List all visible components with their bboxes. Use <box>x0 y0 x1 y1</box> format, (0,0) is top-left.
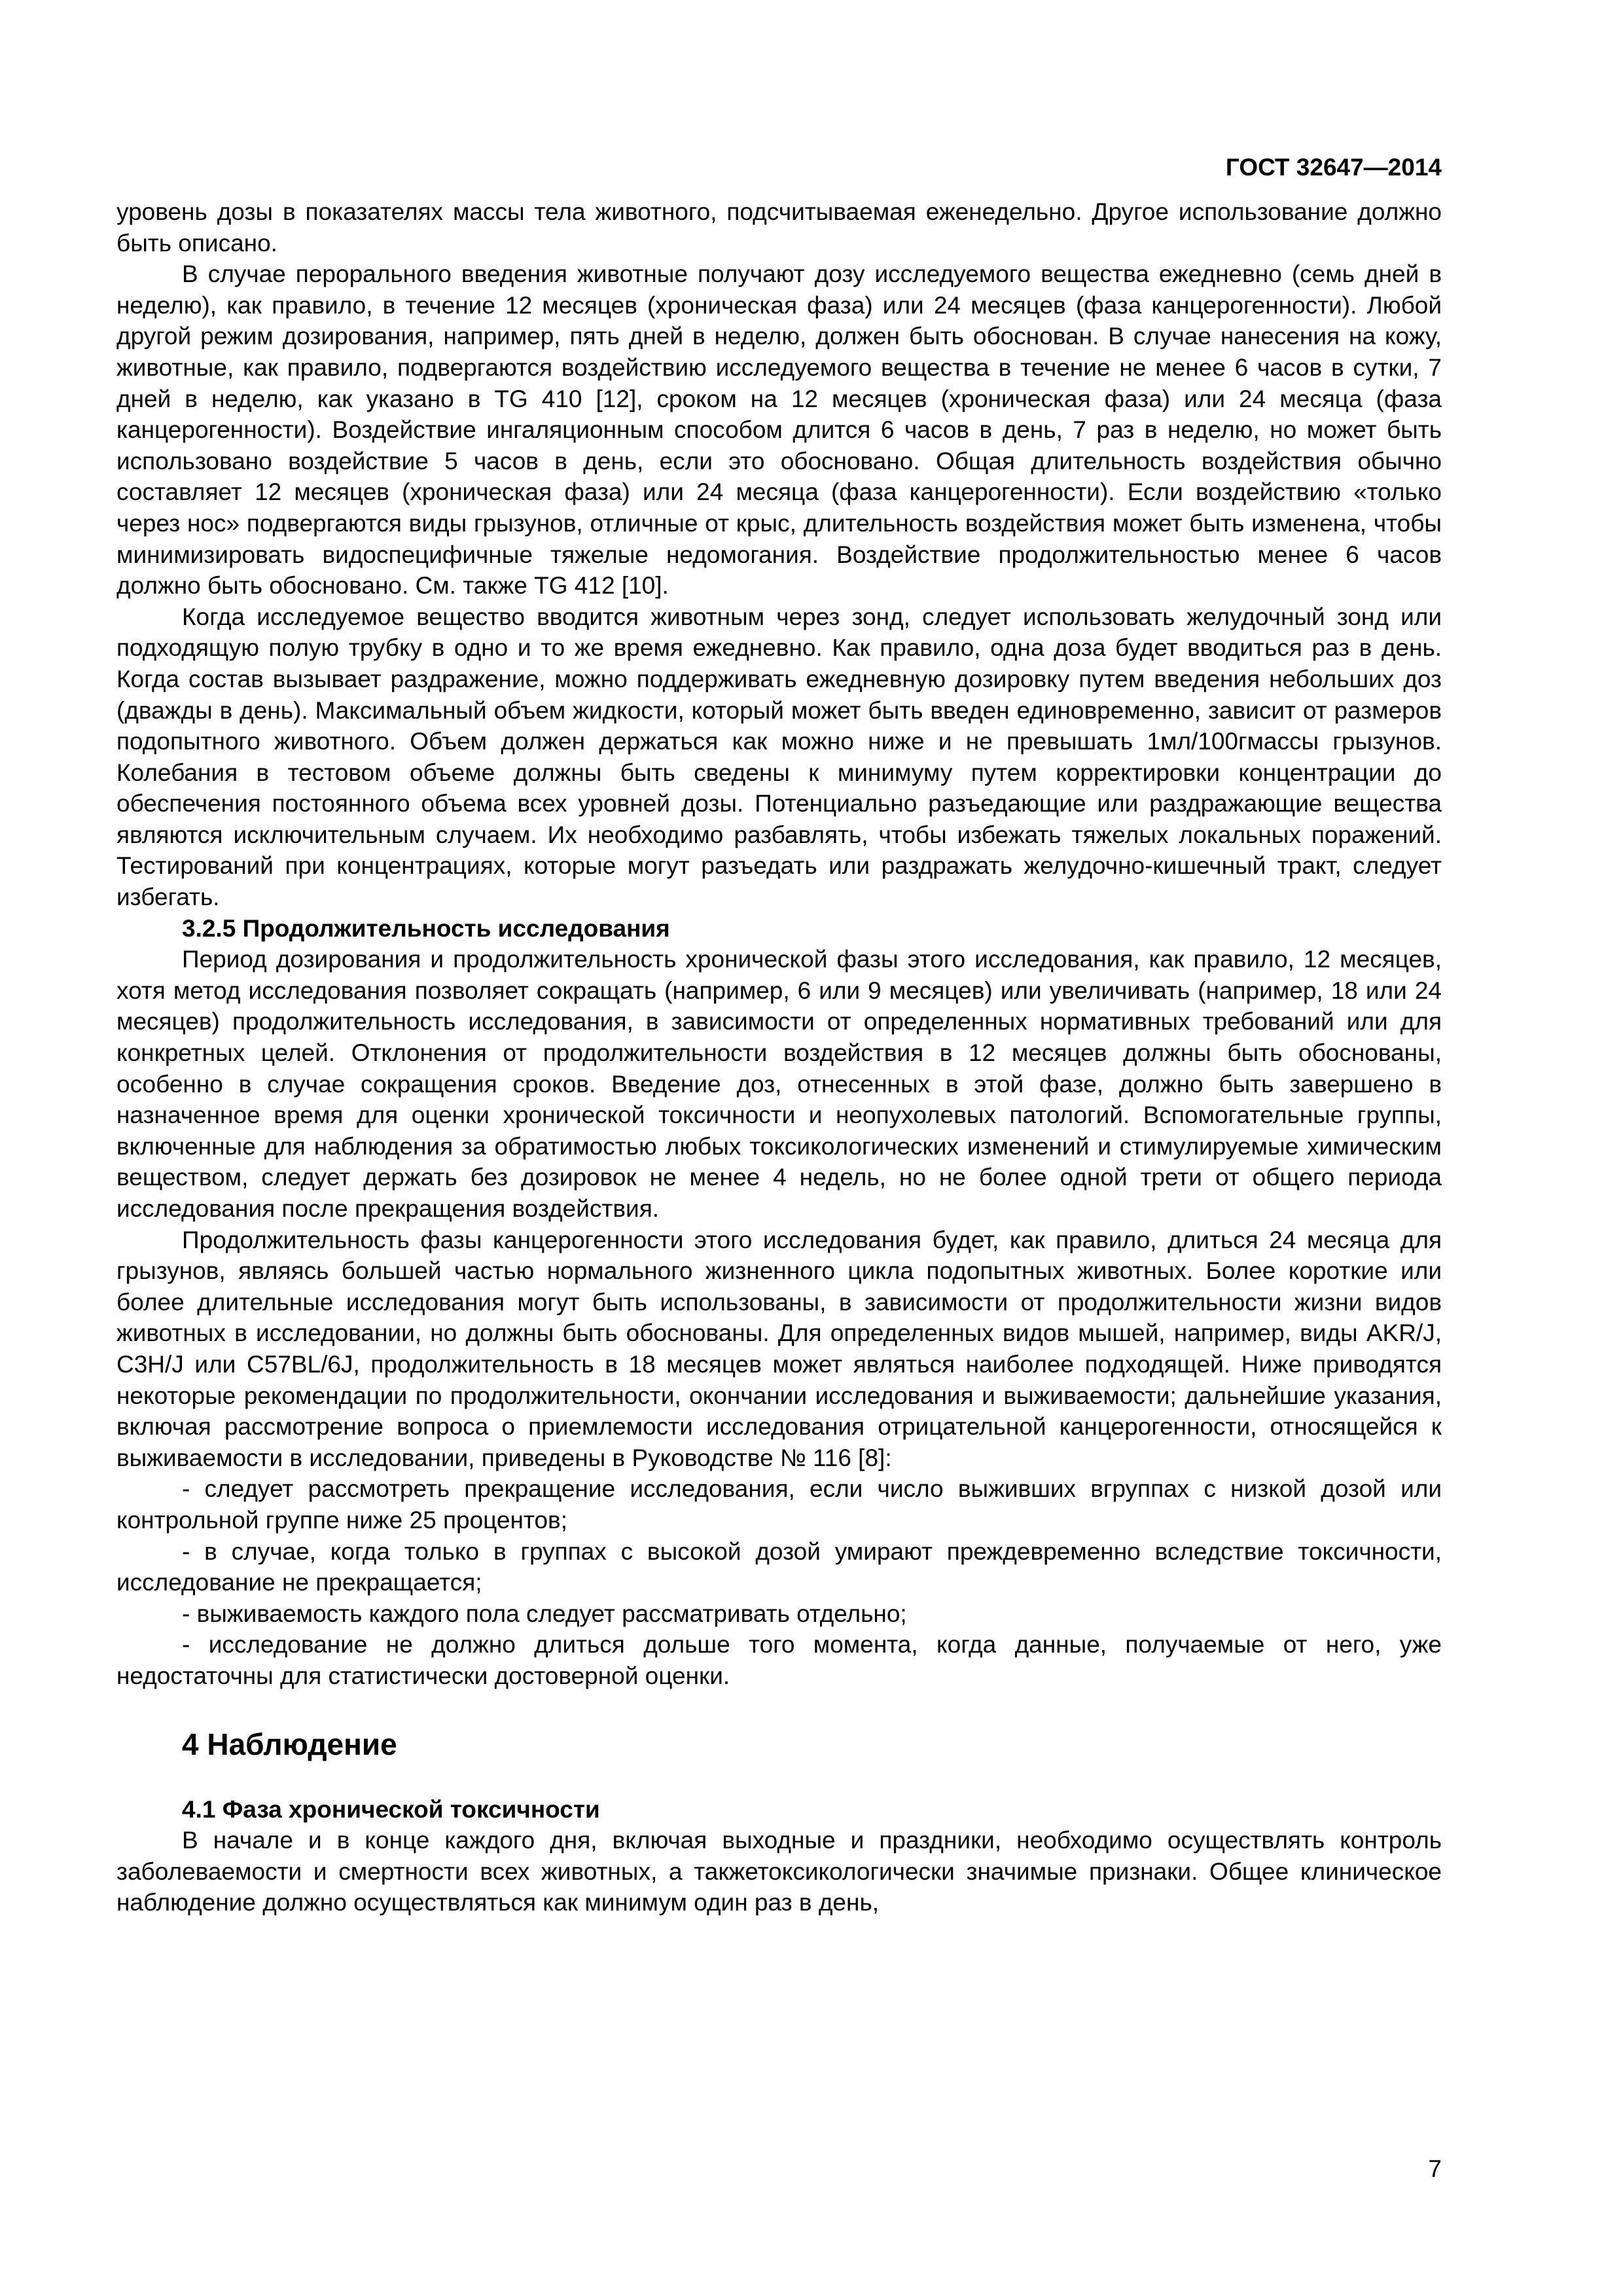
paragraph-gavage: Когда исследуемое вещество вводится животным через зонд, следует использовать желудочный зонд или подходящую полую трубку в одно и то же время ежедневно. Как правило, одна доза будет вводиться раз в день. Когда состав вызывает раздражение, можно поддерживать ежедневную дозировку путем введения небольших доз (дважды в день). Максимальный объем жидкости, который может быть введен единовременно, зависит от размеров подопытного животного. Объем должен держаться как можно ниже и не превышать 1мл/100гмассы грызунов. Колебания в тестовом объеме должны быть сведены к минимуму путем корректировки концентрации до обеспечения постоянного объема всех уровней дозы. Потенциально разъедающие или раздражающие вещества являются исключительным случаем. Их необходимо разбавлять, чтобы избежать тяжелых локальных поражений. Тестирований при концентрациях, которые могут разъедать или раздражать желудочно-кишечный тракт, следует избегать. <box>116 603 1442 911</box>
subsection-heading-4-1: 4.1 Фаза хронической токсичности <box>182 1795 600 1823</box>
document-body <box>116 196 1442 1918</box>
paragraph-dosing-period: Период дозирования и продолжительность хронической фазы этого исследования, как правило, 12 месяцев, хотя метод исследования позволяет сокращать (например, 6 или 9 месяцев) или увеличивать (например, 18 или 24 месяцев) продолжительность исследования, в зависимости от определенных нормативных требований или для конкретных целей. Отклонения от продолжительности воздействия в 12 месяцев должны быть обоснованы, особенно в случае сокращения сроков. Введение доз, отнесенных в этой фазе, должно быть завершено в назначенное время для оценки хронической токсичности и неопухолевых патологий. Вспомогательные группы, включенные для наблюдения за обратимостью любых токсикологических изменений и стимулируемые химическим веществом, следует держать без дозировок не менее 4 недель, но не более одной трети от общего периода исследования после прекращения воздействия. <box>116 946 1442 1222</box>
section-heading-4: 4 Наблюдение <box>182 1727 397 1761</box>
list-item: - следует рассмотреть прекращение исследования, если число выживших вгруппах с низкой дозой или контрольной группе ниже 25 процентов; <box>116 1475 1442 1534</box>
page-number: 7 <box>1428 2155 1442 2182</box>
paragraph-oral-administration: В случае перорального введения животные получают дозу исследуемого вещества ежедневно (семь дней в неделю), как правило, в течение 12 месяцев (хроническая фаза) или 24 месяцев (фаза канцерогенности). Любой другой режим дозирования, например, пять дней в неделю, должен быть обоснован. В случае нанесения на кожу, животные, как правило, подвергаются воздействию исследуемого вещества в течение не менее 6 часов в сутки, 7 дней в неделю, как указано в TG 410 [12], сроком на 12 месяцев (хроническая фаза) или 24 месяца (фаза канцерогенности). Воздействие ингаляционным способом длится 6 часов в день, 7 раз в неделю, но может быть использовано воздействие 5 часов в день, если это обосновано. Общая длительность воздействия обычно составляет 12 месяцев (хроническая фаза) или 24 месяца (фаза канцерогенности). Если воздействию «только через нос» подвергаются виды грызунов, отличные от крыс, длительность воздействия может быть изменена, чтобы минимизировать видоспецифичные тяжелые недомогания. Воздействие продолжительностью менее 6 часов должно быть обосновано. См. также TG 412 [10]. <box>116 260 1442 600</box>
list-item: - в случае, когда только в группах с высокой дозой умирают преждевременно вследствие токсичности, исследование не прекращается; <box>116 1537 1442 1596</box>
list-item: - исследование не должно длиться дольше того момента, когда данные, получаемые от него, уже недостаточны для статистически достоверной оценки. <box>116 1631 1442 1689</box>
paragraph-carcinogenicity-duration: Продолжительность фазы канцерогенности этого исследования будет, как правило, длиться 24 месяца для грызунов, являясь большей частью нормального жизненного цикла подопытных животных. Более короткие или более длительные исследования могут быть использованы, в зависимости от продолжительности жизни видов животных в исследовании, но должны быть обоснованы. Для определенных видов мышей, например, виды AKR/J, C3H/J или C57BL/6J, продолжительность в 18 месяцев может являться наиболее подходящей. Ниже приводятся некоторые рекомендации по продолжительности, окончании исследования и выживаемости; дальнейшие указания, включая рассмотрение вопроса о приемлемости исследования отрицательной канцерогенности, относящейся к выживаемости в исследовании, приведены в Руководстве № 116 [8]: <box>116 1226 1442 1471</box>
subsection-heading-3-2-5: 3.2.5 Продолжительность исследования <box>182 914 670 942</box>
paragraph-continuation: уровень дозы в показателях массы тела животного, подсчитываемая еженедельно. Другое использование должно быть описано. <box>116 198 1442 257</box>
paragraph-observation: В начале и в конце каждого дня, включая выходные и праздники, необходимо осуществлять контроль заболеваемости и смертности всех животных, а такжетоксикологически значимые признаки. Общее клиническое наблюдение должно осуществляться как минимум один раз в день, <box>116 1827 1442 1916</box>
list-item: - выживаемость каждого пола следует рассматривать отдельно; <box>182 1600 907 1627</box>
document-number-header: ГОСТ 32647—2014 <box>1225 154 1442 181</box>
